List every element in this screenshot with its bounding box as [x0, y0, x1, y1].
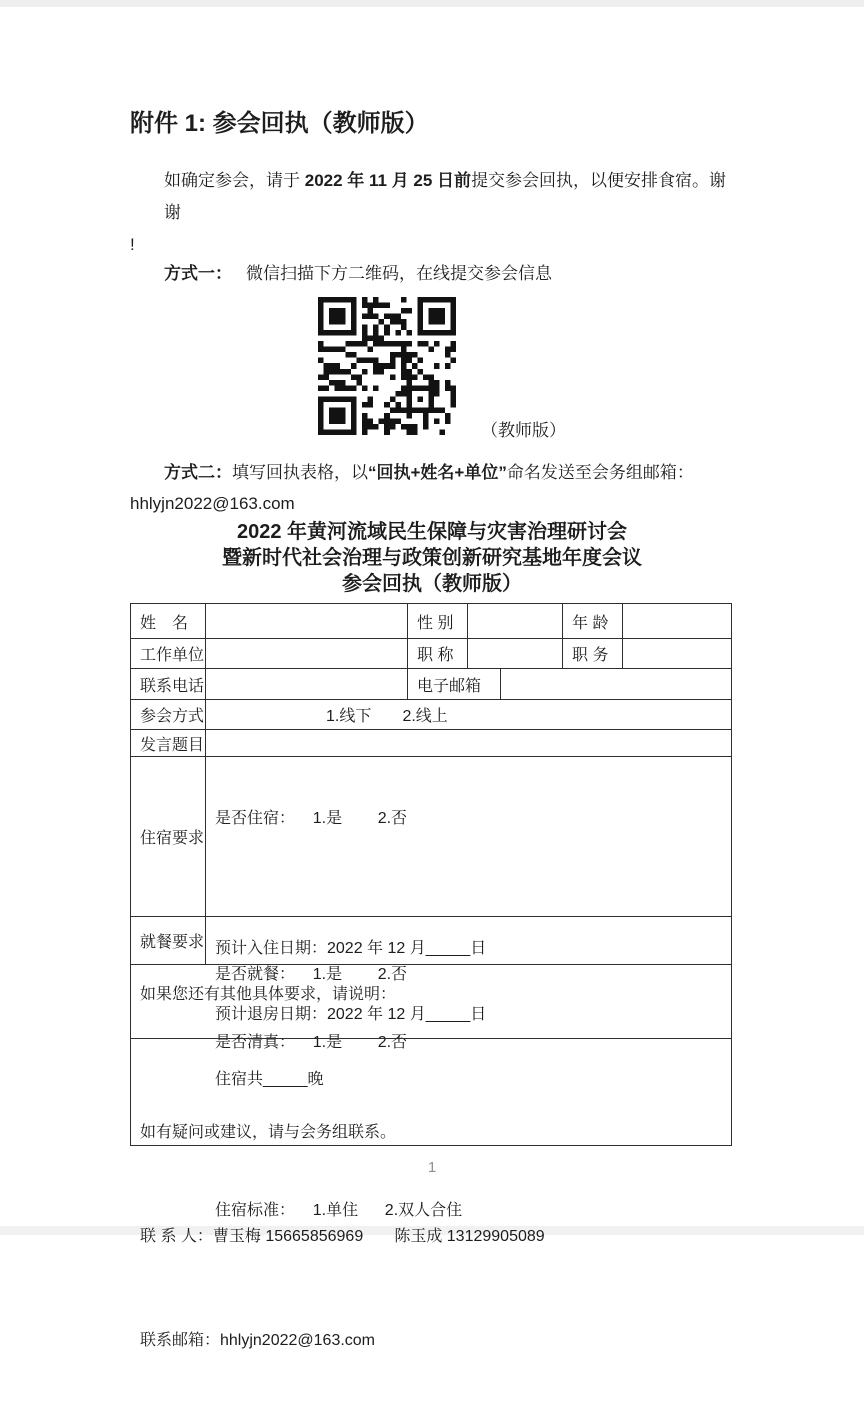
reply-form-table [130, 603, 732, 1349]
name-label: 姓 名 [131, 604, 206, 639]
work-unit-label: 工作单位 [131, 639, 206, 669]
lodging-label: 住宿要求 [131, 757, 206, 917]
form-title [130, 519, 734, 597]
gender-label: 性 别 [408, 604, 468, 639]
dining-halal-question: 是否清真： 1.是 2.否 [215, 1033, 408, 1051]
prof-title-label: 职 称 [408, 639, 468, 669]
lodging-room-standard: 住宿标准： 1.单住 2.双人合住 [215, 1201, 463, 1219]
attendance-options: 1.线下 2.线上 [206, 700, 732, 730]
method2-text-pre: 填写回执表格，以 [232, 463, 368, 482]
lodging-blank-line [215, 873, 731, 895]
attendance-label: 参会方式 [131, 700, 206, 730]
qr-caption: （教师版） [481, 421, 566, 440]
table-row-other-requirements [131, 965, 732, 1039]
age-field [623, 604, 732, 639]
intro-text-pre: 如确定参会，请于 [164, 171, 305, 190]
intro-text-post: 提交参会回执，以便安排食宿。谢谢 [164, 171, 727, 222]
age-label: 年 龄 [563, 604, 623, 639]
deadline-text: 2022 年 11 月 25 日前 [304, 171, 472, 190]
method1-label: 方式一： [164, 264, 232, 283]
speech-topic-field [206, 730, 732, 757]
method2-paragraph [130, 457, 734, 519]
speech-topic-label: 发言题目 [131, 730, 206, 757]
method2-naming-rule: “回执+姓名+单位” [368, 463, 507, 482]
table-row-name [131, 604, 732, 639]
phone-field [206, 669, 408, 700]
position-label: 职 务 [563, 639, 623, 669]
attachment-title: 附件 1: 参会回执（教师版） [130, 110, 429, 137]
lodging-checkout-date: 预计退房日期：2022 年 12 月_____日 [215, 1005, 487, 1023]
contact-email-line: 联系邮箱：hhlyjn2022@163.com [140, 1331, 376, 1349]
page-number: 1 [427, 1159, 437, 1176]
email-label: 电子邮箱 [408, 669, 501, 700]
method2-line1 [130, 457, 734, 488]
dining-meal-question: 是否就餐： 1.是 2.否 [215, 966, 408, 983]
intro-line1 [130, 165, 734, 229]
method1-text: 微信扫描下方二维码，在线提交参会信息 [246, 264, 552, 283]
intro-paragraph [130, 165, 734, 261]
table-row-contact [131, 669, 732, 700]
prof-title-field [468, 639, 563, 669]
organizer-email: hhlyjn2022@163.com [130, 494, 295, 513]
other-requirements-text: 如果您还有其他具体要求，请说明： [131, 965, 732, 1039]
intro-line2: ! [130, 235, 135, 254]
contact-note: 如有疑问或建议，请与会务组联系。 [140, 1124, 397, 1142]
lodging-nights: 住宿共_____晚 [215, 1071, 324, 1089]
gender-field [468, 604, 563, 639]
position-field [623, 639, 732, 669]
qr-code-icon [318, 297, 456, 435]
document-page [130, 0, 734, 1349]
form-title-line2: 暨新时代社会治理与政策创新研究基地年度会议 [222, 547, 642, 569]
form-title-line3: 参会回执（教师版） [342, 573, 522, 595]
table-row-work-unit [131, 639, 732, 669]
name-field [206, 604, 408, 639]
work-unit-field [206, 639, 408, 669]
form-title-line1: 2022 年黄河流域民生保障与灾害治理研讨会 [236, 521, 628, 543]
table-row-speech-topic [131, 730, 732, 757]
method2-text-post: 命名发送至会务组邮箱： [506, 463, 694, 482]
method1-line [130, 261, 734, 287]
method2-label: 方式二： [164, 463, 232, 482]
lodging-checkin-date: 预计入住日期：2022 年 12 月_____日 [215, 940, 487, 958]
lodging-stay-question: 是否住宿： 1.是 2.否 [215, 809, 408, 827]
qr-block [130, 295, 734, 440]
table-row-attendance [131, 700, 732, 730]
contact-persons: 联 系 人：曹玉梅 15665856969 陈玉成 13129905089 [140, 1227, 545, 1245]
dining-label: 就餐要求 [131, 917, 206, 965]
phone-label: 联系电话 [131, 669, 206, 700]
email-field [501, 669, 732, 700]
